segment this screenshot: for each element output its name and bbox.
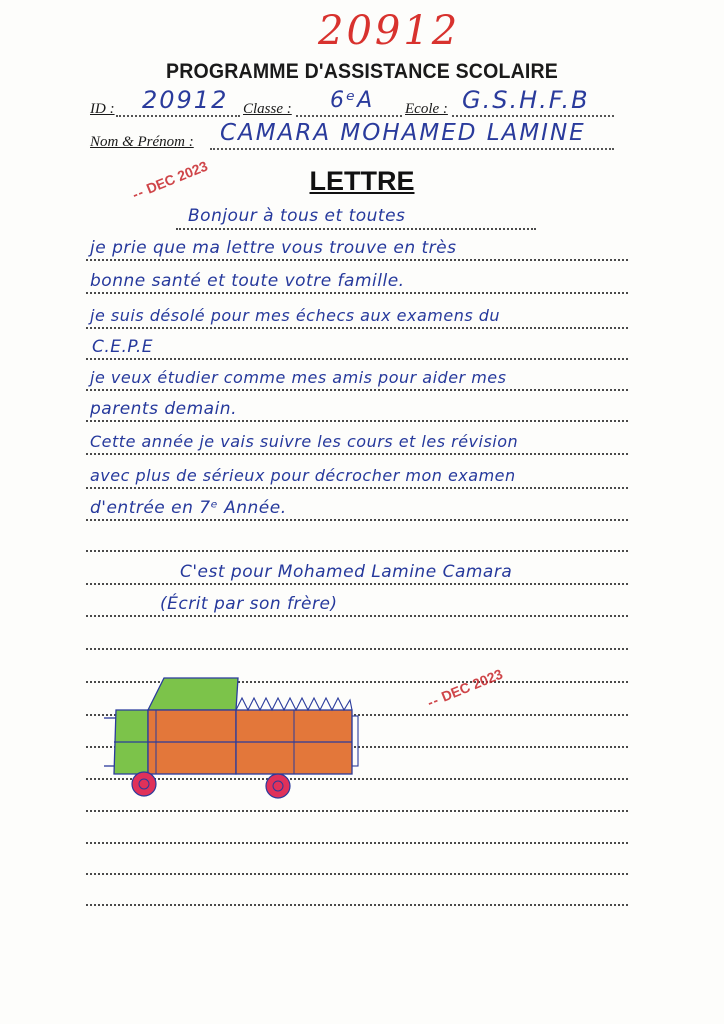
writing-line [86, 550, 628, 552]
letter-line-2: je prie que ma lettre vous trouve en très [90, 238, 457, 258]
ecole-label: Ecole : [405, 101, 448, 117]
letter-line-4: je suis désolé pour mes échecs aux examens du [90, 306, 501, 325]
writing-line [86, 873, 628, 875]
letter-line-7: parents demain. [90, 399, 237, 419]
writing-line [86, 842, 628, 844]
letter-title: LETTRE [309, 166, 415, 196]
writing-line [86, 292, 628, 294]
letter-line-6: je veux étudier comme mes amis pour aider mes [90, 368, 507, 387]
writing-line [176, 228, 536, 230]
writing-line [86, 420, 628, 422]
id-label: ID : [90, 101, 115, 117]
classe-dots [296, 115, 402, 117]
writing-line [86, 648, 628, 650]
writing-line [86, 453, 628, 455]
letter-line-8: Cette année je vais suivre les cours et les révision [90, 432, 519, 451]
classe-value: 6ᵉA [330, 88, 375, 113]
writing-line [86, 389, 628, 391]
writing-line [86, 259, 628, 261]
writing-line [86, 615, 628, 617]
writing-line [86, 327, 628, 329]
id-value: 20912 [142, 86, 229, 114]
truck-drawing [96, 670, 366, 805]
letter-line-1: Bonjour à tous et toutes [188, 206, 406, 226]
truck-cab-roof [148, 678, 238, 710]
truck-cargo-top [236, 698, 352, 710]
letter-line-9: avec plus de sérieux pour décrocher mon examen [90, 466, 516, 485]
letter-signature-note: (Écrit par son frère) [160, 594, 338, 614]
writing-line [86, 487, 628, 489]
letter-line-5: C.E.P.E [92, 337, 153, 357]
letter-line-3: bonne santé et toute votre famille. [90, 271, 405, 291]
nom-value: CAMARA MOHAMED LAMINE [220, 120, 586, 146]
id-dots [116, 115, 240, 117]
letter-signature: C'est pour Mohamed Lamine Camara [180, 562, 513, 582]
classe-label: Classe : [243, 101, 292, 117]
writing-line [86, 519, 628, 521]
ecole-dots [452, 115, 614, 117]
nom-label: Nom & Prénom : [90, 134, 194, 150]
date-stamp: -- DEC 2023 [129, 157, 210, 203]
writing-line [86, 810, 628, 812]
ecole-value: G.S.H.F.B [462, 86, 590, 114]
letter-line-10: d'entrée en 7ᵉ Année. [90, 498, 287, 518]
writing-line [86, 358, 628, 360]
truck-wheel [266, 774, 290, 798]
date-stamp: -- DEC 2023 [424, 665, 505, 711]
truck-wheel [132, 772, 156, 796]
writing-line [86, 904, 628, 906]
program-title: PROGRAMME D'ASSISTANCE SCOLAIRE [166, 60, 558, 83]
top-handwritten-id: 20912 [318, 8, 461, 54]
writing-line [86, 583, 628, 585]
nom-dots [210, 148, 614, 150]
